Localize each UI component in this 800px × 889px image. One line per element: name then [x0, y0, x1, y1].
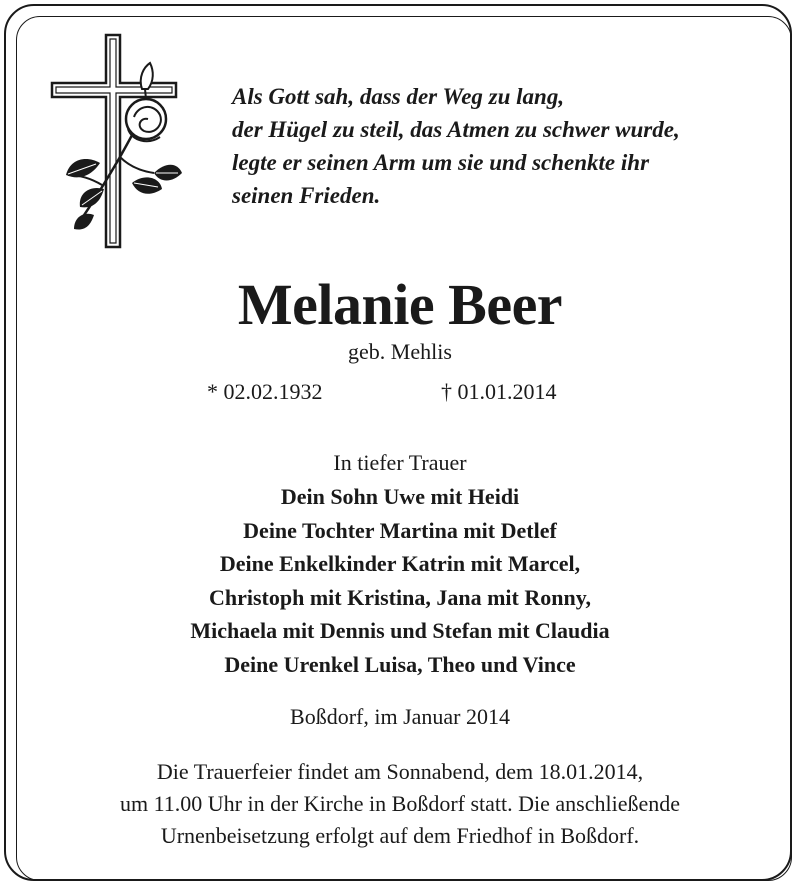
- family-line: Deine Enkelkinder Katrin mit Marcel,: [219, 551, 581, 576]
- place-date: Boßdorf, im Januar 2014: [290, 704, 510, 729]
- funeral-line: Die Trauerfeier findet am Sonnabend, dem 18.01.2014,: [156, 759, 644, 784]
- birth-date: * 02.02.1932: [207, 379, 323, 404]
- family-list: [0, 480, 800, 681]
- verse-line: Als Gott sah, dass der Weg zu lang,: [232, 84, 565, 109]
- verse-line: der Hügel zu steil, das Atmen zu schwer wurde,: [232, 117, 680, 142]
- cross-with-rose-icon: [50, 33, 182, 251]
- family-line: Christoph mit Kristina, Jana mit Ronny,: [209, 584, 591, 610]
- verse-line: seinen Frieden.: [232, 183, 381, 208]
- funeral-info: [0, 756, 800, 852]
- deceased-name: Melanie Beer: [237, 272, 563, 337]
- family-line: Michaela mit Dennis und Stefan mit Claudia: [190, 618, 610, 643]
- family-line: Deine Tochter Martina mit Detlef: [243, 517, 557, 543]
- memorial-verse: [232, 80, 792, 212]
- family-line: Deine Urenkel Luisa, Theo und Vince: [224, 651, 576, 677]
- family-line: Dein Sohn Uwe mit Heidi: [280, 484, 520, 509]
- mourning-intro: In tiefer Trauer: [333, 450, 467, 475]
- verse-line: legte er seinen Arm um sie und schenkte ihr: [232, 150, 650, 175]
- death-date: † 01.01.2014: [441, 379, 557, 404]
- maiden-name: geb. Mehlis: [348, 339, 452, 364]
- funeral-line: um 11.00 Uhr in der Kirche in Boßdorf statt. Die anschließende: [119, 791, 681, 816]
- funeral-line: Urnenbeisetzung erfolgt auf dem Friedhof in Boßdorf.: [160, 823, 640, 848]
